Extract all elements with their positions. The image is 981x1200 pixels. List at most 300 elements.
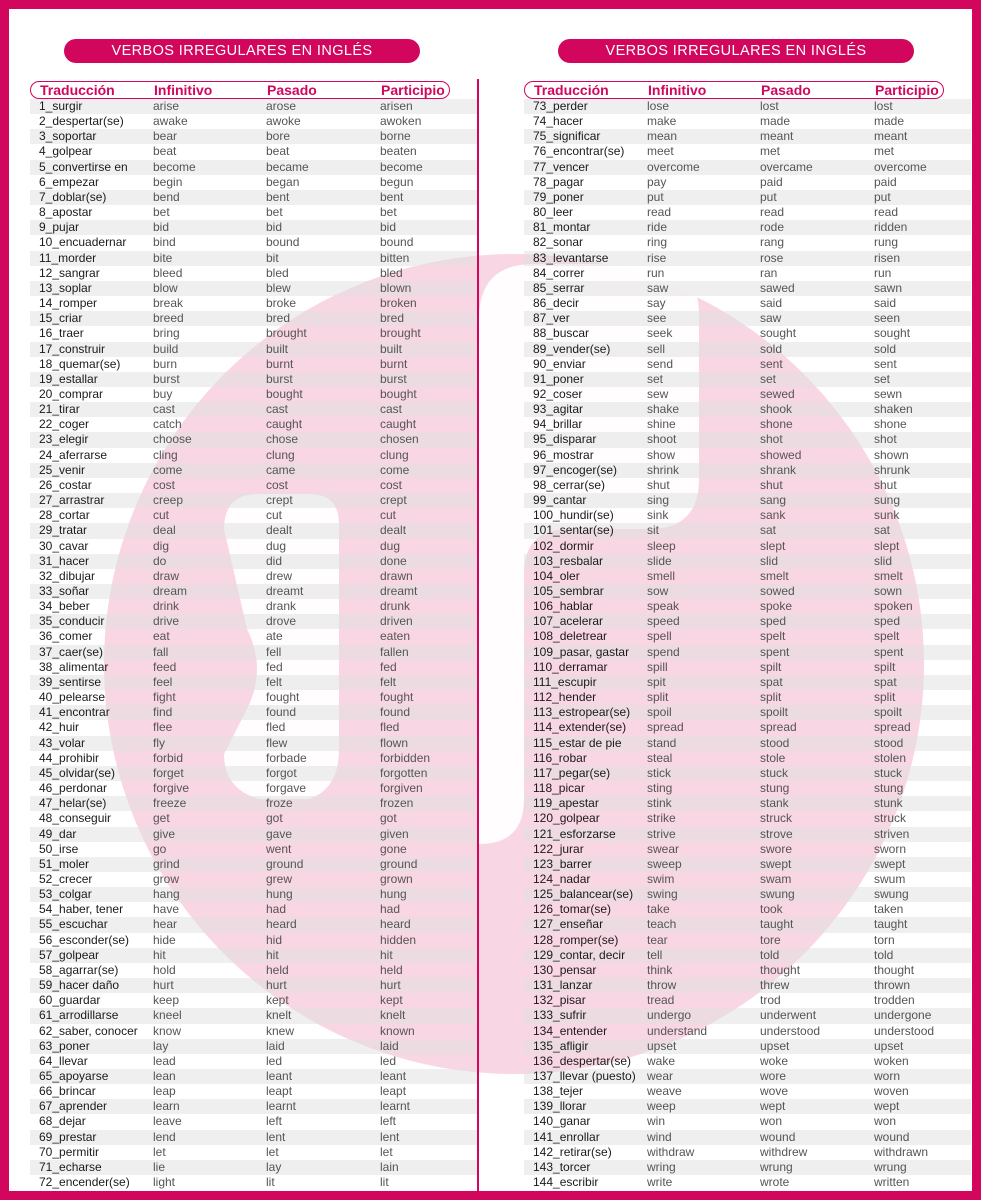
infinitivo-cell: swim [647,871,675,886]
infinitivo-cell: bet [153,205,170,220]
infinitivo-cell: arise [153,99,180,113]
table-row [524,614,971,629]
table-row [524,766,971,781]
table-row [524,1054,971,1069]
infinitivo-cell: bend [153,189,180,204]
table-row [524,311,971,326]
pasado-cell: bet [266,205,283,220]
table-row [524,1145,971,1160]
participio-cell: set [874,371,891,386]
infinitivo-cell: seek [647,326,673,341]
traduccion-cell: 85_serrar [533,280,585,295]
pasado-cell: spilt [760,659,782,674]
table-row [524,251,971,266]
table-row [30,1145,477,1160]
table-row [30,175,477,190]
traduccion-cell: 91_poner [533,371,584,386]
participio-cell: stunk [874,796,903,811]
pasado-cell: paid [760,174,783,189]
participio-cell: spelt [874,629,900,644]
traduccion-cell: 1_surgir [39,99,83,113]
traduccion-cell: 30_cavar [39,538,89,553]
participio-cell: torn [874,932,895,947]
traduccion-cell: 52_crecer [39,871,93,886]
table-row [30,751,477,766]
participio-cell: burst [380,371,407,386]
traduccion-cell: 94_brillar [533,417,583,432]
infinitivo-cell: bear [153,129,178,144]
infinitivo-cell: set [647,371,664,386]
participio-cell: hit [380,947,393,962]
infinitivo-cell: burst [153,371,180,386]
pasado-cell: spent [760,644,790,659]
participio-cell: taken [874,902,904,917]
table-row [524,539,971,554]
table-row [30,114,477,129]
infinitivo-cell: ring [647,235,668,250]
pasado-cell: sent [760,356,783,371]
table-row [524,448,971,463]
table-row [524,387,971,402]
table-row [524,599,971,614]
traduccion-cell: 34_beber [39,599,90,614]
table-row [30,372,477,387]
participio-cell: trodden [874,993,915,1008]
pasado-cell: cast [266,402,289,417]
infinitivo-cell: strive [647,826,676,841]
infinitivo-cell: stand [647,735,677,750]
traduccion-cell: 80_leer [533,205,574,220]
pasado-cell: found [266,705,297,720]
table-row [30,933,477,948]
table-row [30,766,477,781]
infinitivo-cell: lose [647,99,670,113]
pasado-cell: stank [760,796,789,811]
pasado-cell: knelt [266,1008,292,1023]
traduccion-cell: 95_disparar [533,432,597,447]
table-row [524,872,971,887]
table-row [524,842,971,857]
traduccion-cell: 16_traer [39,326,84,341]
participio-cell: stung [874,781,904,796]
pasado-cell: ran [760,265,778,280]
table-row [30,629,477,644]
pasado-cell: froze [266,796,293,811]
participio-cell: given [380,826,409,841]
table-row [30,1084,477,1099]
infinitivo-cell: spoil [647,705,672,720]
infinitivo-cell: make [647,114,677,129]
pasado-cell: sowed [760,584,795,598]
participio-cell: upset [874,1038,904,1053]
infinitivo-cell: upset [647,1038,677,1053]
pasado-cell: caught [266,417,303,432]
table-row [30,417,477,432]
participio-cell: chosen [380,432,419,447]
pasado-cell: rose [760,250,784,265]
pasado-cell: forgot [266,765,297,780]
traduccion-cell: 50_irse [39,841,79,856]
participio-cell: woken [874,1053,909,1068]
pasado-cell: kept [266,993,289,1008]
participio-cell: sat [874,523,891,538]
traduccion-cell: 36_comer [39,629,93,644]
table-row [524,736,971,751]
participio-cell: heard [380,917,411,932]
participio-cell: read [874,205,899,220]
participio-cell: spent [874,644,904,659]
infinitivo-cell: lean [153,1069,176,1083]
participio-cell: shaken [874,402,913,417]
infinitivo-cell: tear [647,932,668,947]
infinitivo-cell: find [153,705,173,720]
participio-cell: arisen [380,99,413,113]
infinitivo-cell: creep [153,493,184,508]
table-row [524,296,971,311]
table-row [524,645,971,660]
traduccion-cell: 100_hundir(se) [533,508,614,523]
pasado-cell: awoke [266,114,301,129]
infinitivo-cell: lend [153,1129,176,1144]
participio-cell: found [380,705,411,720]
infinitivo-cell: drive [153,614,180,629]
participio-cell: driven [380,614,413,629]
participio-cell: sung [874,493,901,508]
pasado-cell: smelt [760,568,789,583]
infinitivo-cell: stick [647,765,671,780]
table-row [524,933,971,948]
traduccion-cell: 71_echarse [39,1159,102,1174]
infinitivo-cell: feed [153,659,177,674]
table-row [30,720,477,735]
participio-cell: crept [380,493,407,508]
table-row [524,220,971,235]
pasado-cell: stuck [760,765,789,780]
participio-cell: paid [874,174,897,189]
traduccion-cell: 109_pasar, gastar [533,644,630,659]
participio-cell: undergone [874,1008,932,1023]
infinitivo-cell: meet [647,144,674,159]
participio-cell: eaten [380,629,411,644]
infinitivo-cell: fight [153,690,176,705]
pasado-cell: did [266,553,283,568]
traduccion-cell: 68_dejar [39,1114,86,1129]
participio-cell: bid [380,220,397,235]
infinitivo-cell: fall [153,644,169,659]
table-row [524,705,971,720]
table-row [524,720,971,735]
pasado-cell: spoke [760,599,793,614]
infinitivo-cell: do [153,553,167,568]
traduccion-cell: 42_huir [39,720,80,735]
table-row [30,948,477,963]
traduccion-cell: 87_ver [533,311,570,326]
participio-cell: had [380,902,401,917]
panel-title: VERBOS IRREGULARES EN INGLÉS [558,39,914,63]
infinitivo-cell: saw [647,280,669,295]
pasado-cell: lent [266,1129,286,1144]
table-row [30,660,477,675]
header-pasado: Pasado [267,82,317,98]
participio-cell: built [380,341,403,356]
participio-cell: meant [874,129,908,144]
participio-cell: learnt [380,1099,411,1114]
infinitivo-cell: bring [153,326,180,341]
table-row [524,160,971,175]
traduccion-cell: 111_escupir [533,674,597,689]
participio-cell: let [380,1144,393,1159]
infinitivo-cell: undergo [647,1008,692,1023]
traduccion-cell: 96_mostrar [533,447,594,462]
traduccion-cell: 121_esforzarse [533,826,616,841]
traduccion-cell: 47_helar(se) [39,796,107,811]
traduccion-cell: 128_romper(se) [533,932,619,947]
traduccion-cell: 142_retirar(se) [533,1144,612,1159]
pasado-cell: lay [266,1159,282,1174]
table-row [524,99,971,114]
table-row [524,781,971,796]
pasado-cell: wove [760,1084,789,1099]
infinitivo-cell: wake [647,1053,676,1068]
traduccion-cell: 61_arrodillarse [39,1008,119,1023]
infinitivo-cell: hide [153,932,176,947]
infinitivo-cell: think [647,962,673,977]
infinitivo-cell: sew [647,386,669,401]
pasado-cell: bound [266,235,300,250]
table-row [524,660,971,675]
participio-cell: held [380,962,403,977]
infinitivo-cell: light [153,1175,176,1190]
traduccion-cell: 20_comprar [39,386,104,401]
pasado-cell: meant [760,129,794,144]
infinitivo-cell: cost [153,477,176,492]
participio-cell: put [874,189,891,204]
table-row [30,675,477,690]
pasado-cell: fled [266,720,286,735]
pasado-cell: clung [266,447,295,462]
traduccion-cell: 21_tirar [39,402,80,417]
participio-cell: bitten [380,250,410,265]
table-row [30,448,477,463]
infinitivo-cell: shoot [647,432,677,447]
pasado-cell: heard [266,917,297,932]
table-header [30,81,450,99]
participio-cell: slept [874,538,900,553]
infinitivo-cell: get [153,811,170,826]
pasado-cell: sewed [760,386,795,401]
infinitivo-cell: stink [647,796,672,811]
table-row [524,963,971,978]
pasado-cell: had [266,902,287,917]
traduccion-cell: 57_golpear [39,947,100,962]
traduccion-cell: 136_despertar(se) [533,1053,632,1068]
table-row [524,1024,971,1039]
infinitivo-cell: spill [647,659,668,674]
pasado-cell: withdrew [760,1144,808,1159]
table-row [524,629,971,644]
pasado-cell: sat [760,523,777,538]
infinitivo-cell: lead [153,1053,176,1068]
infinitivo-cell: have [153,902,180,917]
pasado-cell: showed [760,447,802,462]
table-row [524,811,971,826]
infinitivo-cell: keep [153,993,180,1008]
pasado-cell: burnt [266,356,294,371]
table-row [30,811,477,826]
infinitivo-cell: break [153,296,184,311]
traduccion-cell: 133_sufrir [533,1008,587,1023]
table-row [30,463,477,478]
table-row [524,569,971,584]
traduccion-cell: 93_agitar [533,402,584,417]
participio-cell: struck [874,811,907,826]
traduccion-cell: 65_apoyarse [39,1069,109,1083]
traduccion-cell: 69_prestar [39,1129,97,1144]
infinitivo-cell: read [647,205,672,220]
infinitivo-cell: tell [647,947,663,962]
participio-cell: stuck [874,765,903,780]
traduccion-cell: 107_acelerar [533,614,604,629]
participio-cell: forbidden [380,750,431,765]
pasado-cell: threw [760,978,790,993]
table-row [30,736,477,751]
traduccion-cell: 106_hablar [533,599,594,614]
pasado-cell: laid [266,1038,285,1053]
traduccion-cell: 53_colgar [39,887,92,902]
participio-cell: become [380,159,423,174]
participio-cell: taught [874,917,908,932]
participio-cell: knelt [380,1008,406,1023]
table-row [30,387,477,402]
participio-cell: hung [380,887,407,902]
traduccion-cell: 130_pensar [533,962,597,977]
table-row [524,827,971,842]
pasado-cell: burst [266,371,293,386]
infinitivo-cell: give [153,826,176,841]
traduccion-cell: 101_sentar(se) [533,523,614,538]
infinitivo-cell: run [647,265,665,280]
infinitivo-cell: shine [647,417,676,432]
infinitivo-cell: weave [647,1084,682,1099]
participio-cell: hidden [380,932,417,947]
participio-cell: told [874,947,894,962]
pasado-cell: sold [760,341,783,356]
pasado-cell: underwent [760,1008,817,1023]
infinitivo-cell: grow [153,871,180,886]
table-row [524,917,971,932]
traduccion-cell: 105_sembrar [533,584,604,598]
participio-cell: seen [874,311,901,326]
table-row [30,917,477,932]
pasado-cell: stood [760,735,790,750]
infinitivo-cell: sleep [647,538,676,553]
infinitivo-cell: swing [647,887,678,902]
participio-cell: frozen [380,796,414,811]
table-row [30,690,477,705]
participio-cell: leapt [380,1084,407,1099]
pasado-cell: put [760,189,777,204]
header-traduccion: Traducción [40,82,115,98]
traduccion-cell: 58_agarrar(se) [39,962,119,977]
table-row [524,1099,971,1114]
participio-cell: sought [874,326,911,341]
table-row [524,1175,971,1190]
infinitivo-cell: draw [153,568,180,583]
traduccion-cell: 123_barrer [533,856,592,871]
table-row [524,266,971,281]
infinitivo-cell: mean [647,129,678,144]
traduccion-cell: 45_olvidar(se) [39,765,116,780]
traduccion-cell: 26_costar [39,477,92,492]
verb-table-right [524,99,971,1190]
participio-cell: forgiven [380,781,423,796]
traduccion-cell: 38_alimentar [39,659,109,674]
participio-cell: sped [874,614,901,629]
traduccion-cell: 90_enviar [533,356,586,371]
infinitivo-cell: swear [647,841,680,856]
pasado-cell: trod [760,993,781,1008]
infinitivo-cell: dream [153,584,188,598]
table-row [524,493,971,508]
traduccion-cell: 83_levantarse [533,250,609,265]
infinitivo-cell: sow [647,584,669,598]
infinitivo-cell: let [153,1144,166,1159]
pasado-cell: shot [760,432,783,447]
participio-cell: run [874,265,892,280]
pasado-cell: read [760,205,785,220]
participio-cell: sawn [874,280,903,295]
table-row [30,508,477,523]
table-row [524,584,971,599]
pasado-cell: forgave [266,781,307,796]
infinitivo-cell: deal [153,523,176,538]
traduccion-cell: 14_romper [39,296,98,311]
traduccion-cell: 5_convertirse en [39,159,128,174]
infinitivo-cell: drink [153,599,180,614]
table-row [524,751,971,766]
table-row [524,342,971,357]
pasado-cell: bred [266,311,291,326]
infinitivo-cell: slide [647,553,672,568]
participio-cell: spat [874,674,897,689]
participio-cell: fallen [380,644,409,659]
traduccion-cell: 99_cantar [533,493,587,508]
infinitivo-cell: choose [153,432,192,447]
pasado-cell: wore [760,1069,787,1083]
infinitivo-cell: withdraw [647,1144,695,1159]
traduccion-cell: 37_caer(se) [39,644,104,659]
table-row [30,1130,477,1145]
traduccion-cell: 120_golpear [533,811,600,826]
traduccion-cell: 141_enrollar [533,1129,600,1144]
pasado-cell: swung [760,887,795,902]
pasado-cell: woke [760,1053,789,1068]
verb-table-left [30,99,477,1190]
pasado-cell: drew [266,568,293,583]
infinitivo-cell: wring [647,1159,676,1174]
table-row [524,175,971,190]
traduccion-cell: 51_moler [39,856,90,871]
right-panel [524,39,939,1190]
participio-cell: spread [874,720,911,735]
infinitivo-cell: lie [153,1159,166,1174]
pasado-cell: hung [266,887,293,902]
pasado-cell: wept [760,1099,786,1114]
infinitivo-cell: leap [153,1084,176,1099]
participio-cell: slid [874,553,893,568]
infinitivo-cell: say [647,296,666,311]
pasado-cell: saw [760,311,782,326]
